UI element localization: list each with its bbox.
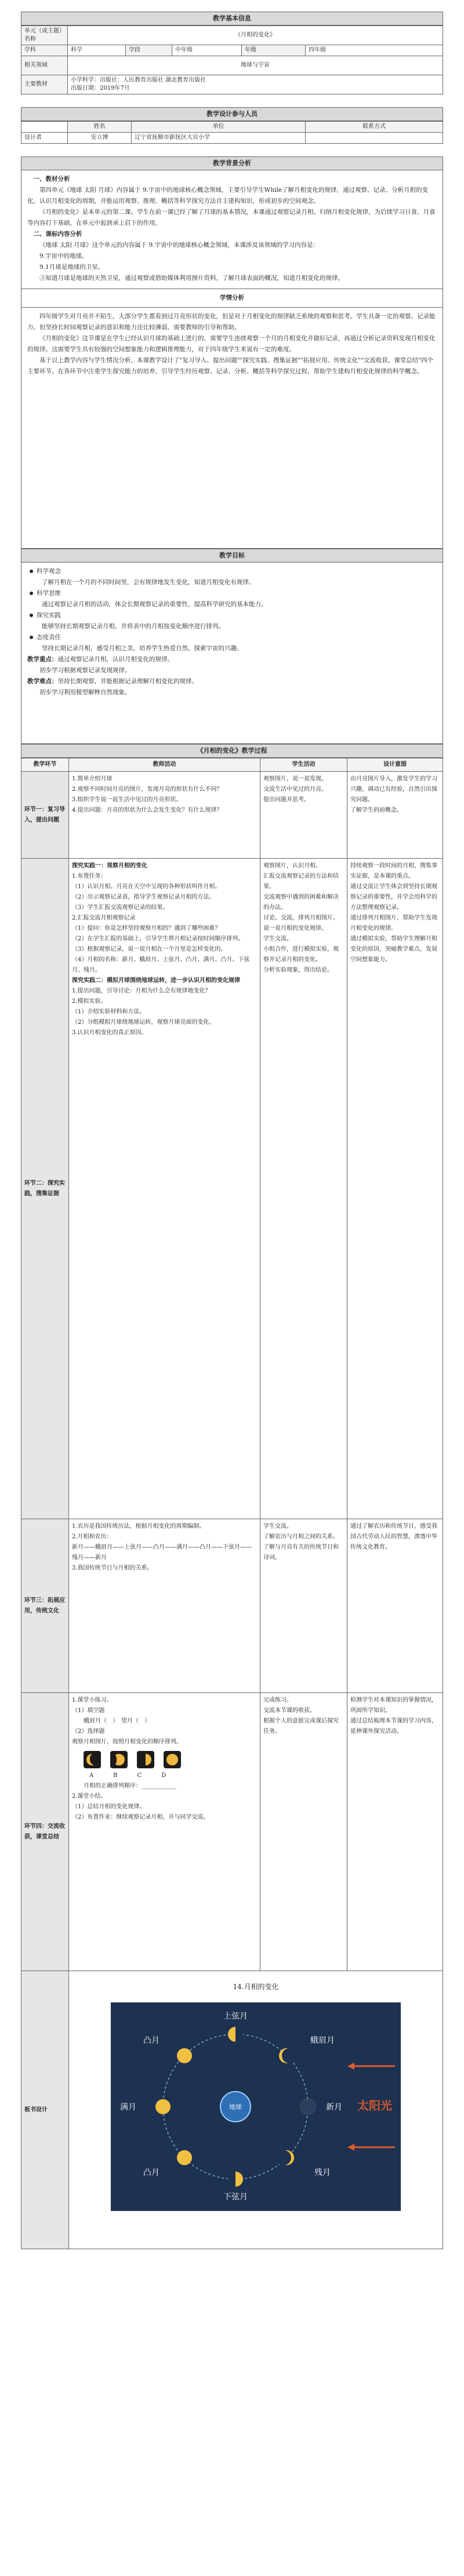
moon-letter: A <box>89 1772 94 1779</box>
key-point <box>27 654 437 665</box>
student-line: 了解农历与月相之间的关系。 <box>263 1534 339 1540</box>
teacher-line: 探究实践一：观察月相的变化 <box>72 863 147 869</box>
goals-block <box>21 563 443 744</box>
student-line: 交流观察中遇到的困难和解决的办法。 <box>263 894 339 911</box>
paragraph: 四年级学生对月亮并不陌生，大部分学生都看到过月亮形状的变化，但是对于月相变化的规律缺乏系统的观察和思考。学生具备一定的观察、记录能力，但坚持长时间观察记录的意识和能力还比较薄弱，需要教师的引导和帮助。 <box>27 313 436 331</box>
section-title: 一、教材分析 <box>33 176 70 183</box>
student-line: 说一说月相的变化规律。 <box>263 925 327 932</box>
goal-item <box>27 632 437 654</box>
process-header-teacher: 教师活动 <box>69 758 260 772</box>
student-line: 完成练习。 <box>263 1697 292 1703</box>
label-lr: 残月 <box>314 2168 331 2177</box>
design-intent <box>347 772 443 859</box>
background-band: 教学背景分析 <box>21 156 443 170</box>
lesson-sheet <box>21 12 443 2249</box>
paragraph: 基于以上教学内容与学生情况分析，本课教学设计了"复习导入、提出问题""探究实践、搜集证据""拓展应用、传统文化""交流收获、课堂总结"四个主要环节。在各环节中注重学生探究能力的培养，引导学生经历观察、记录、分析、概括等科学探究过程，帮助学生建构月相变化规律的科学概念。 <box>27 357 434 375</box>
field-label: 相关领域 <box>21 56 68 75</box>
order-line: 月相的正确排列顺序：____________ <box>84 1783 176 1789</box>
moon-top-shadow <box>235 2027 243 2042</box>
grade-value: 四年级 <box>306 45 443 56</box>
teacher-line: 2.观察不同时间月亮的图片，发现月亮的形状有什么不同？ <box>72 786 223 793</box>
goal-label: 态度责任 <box>37 634 61 641</box>
standard-item: 9.宇宙中的地球。 <box>39 253 88 260</box>
moon-phase-images <box>84 1751 257 1768</box>
moon-quarter-icon <box>137 1751 154 1768</box>
moon-letter: C <box>137 1772 142 1779</box>
sun-ray-arrowhead <box>347 2144 354 2151</box>
material-label: 主要教材 <box>21 75 68 94</box>
bullet-icon <box>30 592 33 595</box>
teacher-line: 1.提出问题，引导讨论：月相为什么会有规律地变化？ <box>72 988 211 994</box>
process-row <box>21 772 443 859</box>
paragraph: 《月相的变化》这节课是在学生已经认识月球的基础上进行的，需要学生连续观察一个月的月相变化并做好记录，再通过分析记录资料发现月相变化的规律。这需要学生具有较强的空间想象能力和逻辑推理能力，对于四年级学生来说有一定的难度。 <box>27 335 436 353</box>
section-title: 二、课标内容分析 <box>33 231 82 238</box>
teacher-activity <box>69 772 260 859</box>
bullet-icon <box>30 570 33 573</box>
teacher-activity <box>69 1693 260 1971</box>
moon-letters <box>89 1771 257 1781</box>
student-line: 交流生活中见过的月亮。 <box>263 786 327 793</box>
teacher-line: 1.农历是我国传统历法，根据月相变化的周期编制。 <box>72 1523 205 1530</box>
designer-header-unit: 单位 <box>132 122 306 133</box>
designer-unit: 辽宁省抚顺市新抚区大官小学 <box>132 133 306 144</box>
sun-ray-arrowhead <box>347 2063 354 2070</box>
goal-label: 科学思维 <box>37 590 61 597</box>
intent-line: 通过模拟实验，帮助学生理解月相变化的原因，突破教学难点，发展空间想象能力。 <box>350 936 437 963</box>
student-activity <box>260 1693 347 1971</box>
teacher-line: 观察月相图片，按照月相变化的顺序排列。 <box>72 1739 182 1745</box>
paragraph: 第四单元《地球 太阳 月球》内容属于 9.宇宙中的地球核心概念领域，主要引导学生While了解月相变化的规律，通过观察、记录、分析月相的变化，认识月相变化的周期，并能运用观察、推理、概括等科学探究方法自主建构知识，形成初步的空间观念。 <box>27 187 429 205</box>
earth-text: 地球 <box>229 2103 242 2111</box>
teacher-line: 3.认识月相变化的真正原因。 <box>72 1030 147 1036</box>
board-label: 板书设计 <box>21 1971 69 2249</box>
designer-name: 安立博 <box>68 133 132 144</box>
process-link: 环节三：拓展应用，传统文化 <box>21 1519 69 1693</box>
intent-line: 由月亮图片导入，激发学生的学习兴趣，调动已有经验，自然引出探究问题。 <box>350 776 437 803</box>
moon-orbit-svg <box>111 2002 401 2211</box>
designer-band: 教学设计参与人员 <box>21 107 443 121</box>
label-left: 满月 <box>120 2103 136 2112</box>
student-line: 交流本节课的收获。 <box>263 1707 316 1714</box>
moon-ll-icon <box>177 2150 192 2165</box>
student-line: 小组合作，进行模拟实验，观察并记录月相的变化。 <box>263 946 339 963</box>
student-activity <box>260 1519 347 1693</box>
goal-item <box>27 588 437 610</box>
goal-text: 了解月相在一个月的不同时间里，会有规律地发生变化，知道月相变化有规律。 <box>42 579 255 586</box>
intent-line: 通过了解农历和传统节日，感受我国古代劳动人民的智慧，渗透中华传统文化教育。 <box>350 1523 437 1550</box>
label-ul: 凸月 <box>143 2036 160 2045</box>
moon-ur-shadow <box>282 2048 297 2063</box>
intent-line: 通过交流让学生体会到坚持长期观察记录的重要性，并学会用科学的方法整理观察记录。 <box>350 884 437 911</box>
goal-text: 通过观察记录月相的活动，体会长期观察记录的重要性，提高科学研究的基本能力。 <box>42 601 267 608</box>
difficult-point <box>27 676 437 687</box>
subject-value: 科学 <box>68 45 126 56</box>
designer-blank <box>21 122 68 133</box>
process-link: 环节一：复习导入，提出问题 <box>21 772 69 859</box>
teacher-line: （3）学生汇报交流观察记录的结果。 <box>72 904 169 911</box>
teacher-line: 3.我国传统节日与月相的关系。 <box>72 1565 153 1571</box>
goal-text: 坚持长期记录月相，感受月相之美，培养学生热爱自然、探索宇宙的兴趣。 <box>42 645 243 652</box>
intent-line: 检测学生对本课知识的掌握情况，巩固所学知识。 <box>350 1697 437 1714</box>
teacher-activity <box>69 1519 260 1693</box>
paragraph: 《月相的变化》是本单元的第二课。学生在前一课已经了解了月球的基本情况，本课通过观察记录月相、归纳月相变化规律，为后续学习日食、月食等内容打下基础，在单元中起到承上启下的作用。 <box>27 209 436 227</box>
teacher-line: （2）分组模拟月球绕地球运转，观察月球亮面的变化。 <box>72 1019 215 1026</box>
teacher-line: 3.组织学生说一说生活中见过的月亮形状。 <box>72 797 182 803</box>
design-intent <box>347 859 443 1519</box>
goal-label: 科学观念 <box>37 568 61 575</box>
teacher-line: （2）选择题 <box>72 1728 105 1735</box>
goal-item <box>27 610 437 632</box>
fill-line: 蛾眉月（ ） 望月（ ） <box>84 1718 150 1724</box>
process-row <box>21 1693 443 1971</box>
teacher-line: 2.月相和农历： <box>72 1534 113 1540</box>
teacher-line: 1.简单介绍月球 <box>72 776 113 782</box>
material-line: 小学科学：出版社：人民教育出版社 湖北教育出版社 <box>71 77 206 83</box>
teacher-line: （1）总结月相的变化规律。 <box>72 1804 146 1810</box>
moon-right-icon <box>300 2099 316 2114</box>
key-text: 通过观察记录月相，认识月相变化的规律。 <box>57 656 173 663</box>
designer-table <box>21 121 443 144</box>
student-activity <box>260 859 347 1519</box>
label-bottom: 下弦月 <box>223 2192 248 2202</box>
background-block <box>21 170 443 549</box>
standard-item: 9.1月球是地球的卫星。 <box>39 264 104 271</box>
bullet-icon <box>30 614 33 617</box>
standard-item: ③知道月球是地球的天然卫星，通过观察或借助媒体利用图片资料，了解月球表面的概况，知道月相变化的规律。 <box>39 275 344 282</box>
key-note: 初步学习根据观察记录发现规律。 <box>39 667 131 674</box>
teacher-line: 2.汇报交流月相观察记录 <box>72 915 136 921</box>
board-design <box>69 1971 443 2249</box>
subject-label: 学科 <box>21 45 68 56</box>
student-line: 汇报交流观察记录的方法和结果。 <box>263 873 339 890</box>
teacher-activity <box>69 859 260 1519</box>
process-header-intent: 设计意图 <box>347 758 443 772</box>
moon-crescent-icon <box>84 1751 101 1768</box>
basic-info-table <box>21 25 443 94</box>
process-link: 环节二：探究实践，搜集证据 <box>21 859 69 1519</box>
moon-lr-shadow <box>276 2150 291 2165</box>
moon-left-icon <box>155 2099 171 2114</box>
student-line: 分析实验现象，得出结论。 <box>263 967 333 973</box>
teacher-line: （4）月相的名称：新月、蛾眉月、上弦月、凸月、满月、凸月、下弦月、残月。 <box>72 957 250 973</box>
student-line: 了解与月亮有关的传统节日和诗词。 <box>263 1544 339 1561</box>
hard-label: 教学难点： <box>27 678 58 685</box>
teacher-line: （1）介绍实验材料和方法。 <box>72 1009 146 1015</box>
process-header-link: 教学环节 <box>21 758 69 772</box>
designer-contact <box>306 133 443 144</box>
student-line: 观察图片，说一说发现。 <box>263 776 327 782</box>
student-line: 学生交流。 <box>263 1523 292 1530</box>
hard-note: 初步学习利用模型解释自然现象。 <box>39 689 131 696</box>
student-line: 学生交流。 <box>263 936 292 942</box>
goal-label: 探究实践 <box>37 612 61 619</box>
process-header-student: 学生活动 <box>260 758 347 772</box>
key-label: 教学重点： <box>27 656 58 663</box>
teacher-line: 2.模拟实验。 <box>72 998 107 1005</box>
teacher-line: （3）根据观察记录，说一说月相在一个月里是怎样变化的。 <box>72 946 227 953</box>
intent-line: 通过排列月相图片，帮助学生发现月相变化的规律。 <box>350 915 437 932</box>
basic-info-band: 教学基本信息 <box>21 12 443 25</box>
label-ur: 蛾眉月 <box>310 2036 335 2045</box>
process-link: 环节四：交流收获，课堂总结 <box>21 1693 69 1971</box>
topic-label: 单元（或主题）名称 <box>21 26 68 45</box>
moon-bottom-shadow <box>228 2172 235 2187</box>
process-row <box>21 859 443 1519</box>
label-ll: 凸月 <box>143 2168 160 2177</box>
moon-ul-icon <box>177 2048 192 2063</box>
teacher-line: （2）布置作业：继续观察记录月相，并与同学交流。 <box>72 1814 209 1820</box>
student-line: 观察图片，认识月相。 <box>263 863 321 869</box>
teacher-line: （2）出示观察记录表，指导学生观察记录月相的方法。 <box>72 894 215 900</box>
stage-label: 学段 <box>126 45 172 56</box>
label-right: 新月 <box>326 2103 342 2112</box>
teacher-line: 1.布置任务： <box>72 873 107 880</box>
process-row <box>21 1519 443 1693</box>
label-top: 上弦月 <box>223 2012 248 2021</box>
student-line: 提出问题并思考。 <box>263 797 310 803</box>
moon-waning-icon <box>110 1751 128 1768</box>
student-activity <box>260 772 347 859</box>
design-intent <box>347 1519 443 1693</box>
teacher-line: 探究实践二：模拟月球围绕地球运转，进一步认识月相的变化规律 <box>72 977 240 984</box>
material-value <box>68 75 443 94</box>
goal-text: 能够坚持长期观察记录月相，并将表中的月相按变化顺序进行排列。 <box>42 623 224 630</box>
moon-full-icon <box>164 1751 181 1768</box>
hard-text: 坚持长期观察，并能根据记录理解月相变化的规律。 <box>57 678 198 685</box>
teacher-line: （1）填空题 <box>72 1707 105 1714</box>
process-table <box>21 758 443 2249</box>
intent-line: 了解学生的前概念。 <box>350 807 403 813</box>
student-line: 讨论、交流，排列月相图片。 <box>263 915 339 921</box>
designer-header-contact: 联系方式 <box>306 122 443 133</box>
material-line: 出版日期：2019年7月 <box>71 85 130 92</box>
teacher-line: （2）在学生汇报的基础上，引导学生将月相记录按时间顺序排列。 <box>72 936 244 942</box>
moon-letter: B <box>113 1772 118 1779</box>
teacher-line: （1）认识月相。月亮在天空中呈现的各种形状叫作月相。 <box>72 884 221 890</box>
stage-value: 中年级 <box>172 45 242 56</box>
student-line: 根据个人的意愿完成课后探究任务。 <box>263 1718 339 1735</box>
design-intent <box>347 1693 443 1971</box>
sun-light-label: 太阳光 <box>357 2099 392 2112</box>
teacher-line: （1）提问：你是怎样坚持观察月相的？遇到了哪些困难？ <box>72 925 221 932</box>
moon-letter: D <box>161 1772 166 1779</box>
designer-role: 设计者 <box>21 133 68 144</box>
bullet-icon <box>30 636 33 639</box>
paragraph: 《地球 太阳 月球》这个单元的内容属于 9.宇宙中的地球核心概念领域，本课涉及该领域的学习内容是： <box>39 242 320 249</box>
grade-label: 年级 <box>242 45 306 56</box>
topic-value: 《月相的变化》 <box>68 26 443 45</box>
goals-band: 教学目标 <box>21 549 443 563</box>
process-band: 《月相的变化》教学过程 <box>21 744 443 758</box>
moon-phase-diagram <box>111 2002 401 2211</box>
intent-line: 通过总结梳理本节课的学习内容，延伸课外探究活动。 <box>350 1718 437 1735</box>
teacher-line: 新月——蛾眉月——上弦月——凸月——满月——凸月——下弦月——残月——新月 <box>72 1544 252 1561</box>
field-value: 地球与宇宙 <box>68 56 443 75</box>
goal-item <box>27 566 437 588</box>
teacher-line: 2.课堂小结。 <box>72 1793 107 1800</box>
board-title: 14.月相的变化 <box>233 1983 279 1991</box>
learning-analysis-title: 学情分析 <box>220 294 244 301</box>
teacher-line: 1.课堂小练习。 <box>72 1697 113 1703</box>
teacher-line: 4.提出问题：月亮的形状为什么会发生变化？有什么规律？ <box>72 807 223 813</box>
designer-header-name: 姓名 <box>68 122 132 133</box>
board-row <box>21 1971 443 2249</box>
intent-line: 持续观察一段时间的月相，搜集事实证据，是本课的重点。 <box>350 863 437 880</box>
